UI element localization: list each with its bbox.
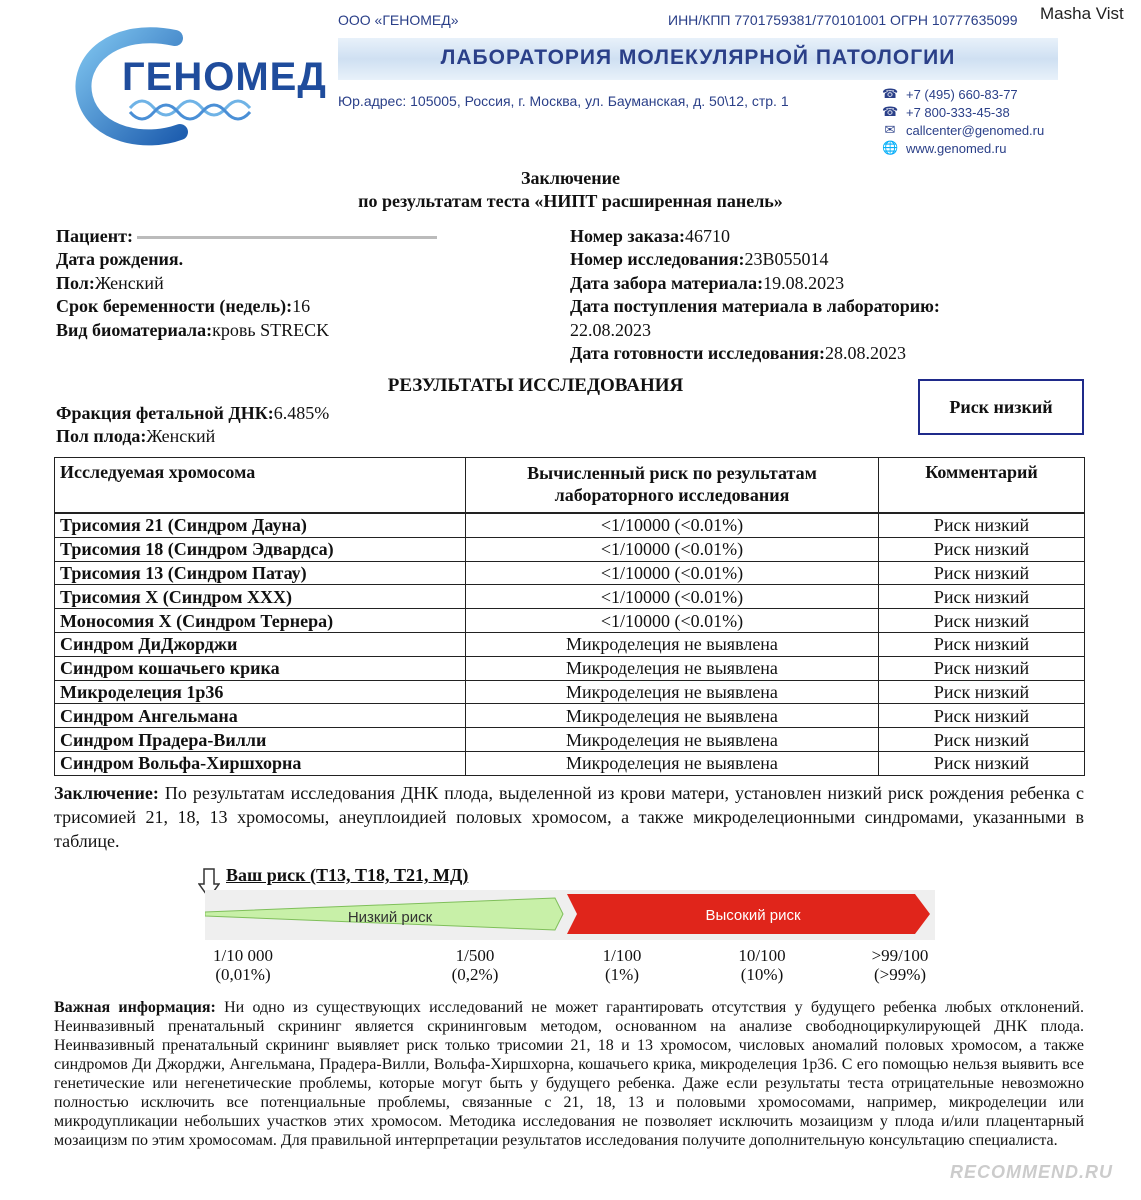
conclusion-label: Заключение: [54, 783, 159, 803]
patient-row: Пациент: [56, 225, 437, 248]
contact-text: +7 800-333-45-38 [906, 104, 1010, 120]
table-row [55, 704, 1085, 728]
birthdate-row: Дата рождения. [56, 249, 184, 270]
order-row: Номер заказа:46710 [570, 226, 730, 246]
contact-text[interactable]: callcenter@genomed.ru [906, 122, 1045, 138]
contact-row [882, 103, 1044, 121]
document-title: Заключение [521, 168, 620, 188]
scale-tick-2: 1/500 (0,2%) [451, 946, 499, 984]
chromosome-cell: Синдром ДиДжорджи [55, 632, 466, 656]
important-info-paragraph [54, 998, 1084, 1150]
table-row [55, 609, 1085, 633]
chromosome-cell: Трисомия 21 (Синдром Дауна) [55, 513, 466, 537]
legal-address: Юр.адрес: 105005, Россия, г. Москва, ул. Бауманская, д. 50\12, стр. 1 [338, 93, 789, 109]
fetal-fraction-row: Фракция фетальной ДНК:6.485% [56, 403, 330, 423]
risk-scale-bar [205, 890, 935, 945]
contact-row [882, 139, 1044, 157]
corner-username: Masha Vist [1040, 4, 1124, 23]
patient-info [56, 225, 437, 342]
sampling-row: Дата забора материала:19.08.2023 [570, 272, 845, 293]
col-header-comment: Комментарий [879, 458, 1085, 514]
table-header-row [55, 458, 1085, 514]
results-table [54, 457, 1085, 776]
comment-cell: Риск низкий [879, 609, 1085, 633]
phone-icon: ☎ [882, 86, 899, 101]
results-table-body [55, 513, 1085, 775]
important-info-label: Важная информация: [54, 999, 216, 1016]
risk-cell: <1/10000 (<0.01%) [466, 609, 879, 633]
comment-cell: Риск низкий [879, 680, 1085, 704]
sex-row: Пол:Женский [56, 272, 164, 293]
risk-scale-title: Ваш риск (Т13, Т18, Т21, МД) [226, 865, 469, 885]
comment-cell: Риск низкий [879, 728, 1085, 752]
fetal-info [56, 402, 329, 449]
table-row [55, 728, 1085, 752]
risk-cell: <1/10000 (<0.01%) [466, 513, 879, 537]
term-row: Срок беременности (недель):16 [56, 296, 311, 317]
arrival-row: Дата поступления материала в лабораторию: [570, 296, 940, 317]
important-info-text: Ни одно из существующих исследований не может гарантировать отсутствия у будущего ребенка любых отклонений. Неинвазивный пренатальный скрининг является скрининговым методом, основанном на анализе свободноциркулирующей ДНК плода. Неинвазивный пренатальный скрининг выявляет риск только трисомии 21, 18 и 13 хромосом, числовых аномалий половых хромосом, а также синдромов Ди Джорджи, Ангельмана, Прадера-Вилли, Вольфа-Хиршхорна, кошачьего крика, микроделеция 1p36. С его помощью нельзя выявить все генетические или негенетические проблемы, которые могут быть у будущего ребенка. Даже если результаты теста отрицательные невозможно полностью исключить все потенциальные проблемы, связанные с 21, 18, 13 и половыми хромосомами, например, микроделеции или микродупликации небольших участков этих хромосом. Методика исследования не позволяет исключить мозаицизм у плода и/или плацентарный мозаицизм по этим хромосомам. Для правильной интерпретации результатов исследования получите дополнительную консультацию специалиста. [54, 999, 1084, 1149]
fetal-sex-row: Пол плода:Женский [56, 426, 216, 447]
chromosome-cell: Синдром Ангельмана [55, 704, 466, 728]
scale-tick-1: 1/10 000 (0,01%) [213, 946, 273, 984]
risk-cell: Микроделеция не выявлена [466, 656, 879, 680]
risk-cell: Микроделеция не выявлена [466, 704, 879, 728]
ready-row: Дата готовности исследования:28.08.2023 [570, 343, 906, 364]
contacts-list [882, 85, 1044, 157]
document-subtitle: по результатам теста «НИПТ расширенная панель» [358, 191, 783, 211]
comment-cell: Риск низкий [879, 561, 1085, 585]
results-heading: РЕЗУЛЬТАТЫ ИССЛЕДОВАНИЯ [387, 375, 684, 396]
risk-cell: Микроделеция не выявлена [466, 680, 879, 704]
table-row [55, 585, 1085, 609]
scale-tick-4: 10/100 (10%) [738, 946, 786, 984]
globe-icon: 🌐 [882, 140, 899, 155]
lab-title: ЛАБОРАТОРИЯ МОЛЕКУЛЯРНОЙ ПАТОЛОГИИ [440, 46, 956, 69]
chromosome-cell: Синдром Вольфа-Хиршхорна [55, 751, 466, 775]
logo-text: ГЕНОМЕД [122, 55, 327, 99]
table-row [55, 656, 1085, 680]
conclusion-paragraph [54, 781, 1084, 853]
contact-row [882, 121, 1044, 139]
comment-cell: Риск низкий [879, 704, 1085, 728]
chromosome-cell: Моносомия X (Синдром Тернера) [55, 609, 466, 633]
high-risk-label: Высокий риск [705, 907, 801, 924]
risk-cell: <1/10000 (<0.01%) [466, 537, 879, 561]
conclusion-text: По результатам исследования ДНК плода, выделенной из крови матери, установлен низкий риск рождения ребенка с трисомией 21, 18, 13 хромосомы, анеуплоидией половых хромосом, а также микроделеционными синдромами, указанными в таблице. [54, 783, 1084, 851]
watermark: RECOMMEND.RU [950, 1162, 1113, 1182]
table-row [55, 751, 1085, 775]
chromosome-cell: Трисомия 13 (Синдром Патау) [55, 561, 466, 585]
contact-row [882, 85, 1044, 103]
comment-cell: Риск низкий [879, 537, 1085, 561]
col-header-risk: Вычисленный риск по результатам лабораторного исследования [466, 458, 879, 514]
table-row [55, 632, 1085, 656]
contact-text[interactable]: www.genomed.ru [906, 140, 1007, 156]
biomaterial-row: Вид биоматериала:кровь STRECK [56, 319, 330, 340]
risk-cell: Микроделеция не выявлена [466, 751, 879, 775]
low-risk-label: Низкий риск [347, 909, 433, 926]
chromosome-cell: Синдром Прадера-Вилли [55, 728, 466, 752]
chromosome-cell: Синдром кошачьего крика [55, 656, 466, 680]
scale-tick-3: 1/100 (1%) [602, 946, 642, 984]
contact-text: +7 (495) 660-83-77 [906, 86, 1018, 102]
study-row: Номер исследования:23B055014 [570, 249, 829, 270]
comment-cell: Риск низкий [879, 751, 1085, 775]
phone-icon: ☎ [882, 104, 899, 119]
risk-cell: <1/10000 (<0.01%) [466, 585, 879, 609]
table-row [55, 537, 1085, 561]
chromosome-cell: Трисомия 18 (Синдром Эдвардса) [55, 537, 466, 561]
table-row [55, 561, 1085, 585]
risk-cell: Микроделеция не выявлена [466, 728, 879, 752]
comment-cell: Риск низкий [879, 632, 1085, 656]
company-requisites: ИНН/КПП 7701759381/770101001 ОГРН 10777635099 [668, 12, 1018, 28]
company-name: ООО «ГЕНОМЕД» [338, 12, 459, 28]
mail-icon: ✉ [884, 122, 896, 137]
comment-cell: Риск низкий [879, 656, 1085, 680]
comment-cell: Риск низкий [879, 585, 1085, 609]
scale-tick-5: >99/100 (>99%) [871, 946, 929, 984]
comment-cell: Риск низкий [879, 513, 1085, 537]
chromosome-cell: Микроделеция 1p36 [55, 680, 466, 704]
col-header-chromosome: Исследуемая хромосома [55, 458, 466, 514]
arrival-value: 22.08.2023 [570, 319, 651, 340]
overall-risk-box: Риск низкий [918, 379, 1084, 435]
risk-cell: <1/10000 (<0.01%) [466, 561, 879, 585]
table-row [55, 680, 1085, 704]
table-row [55, 513, 1085, 537]
chromosome-cell: Трисомия X (Синдром XXX) [55, 585, 466, 609]
risk-cell: Микроделеция не выявлена [466, 632, 879, 656]
order-info [570, 225, 940, 365]
